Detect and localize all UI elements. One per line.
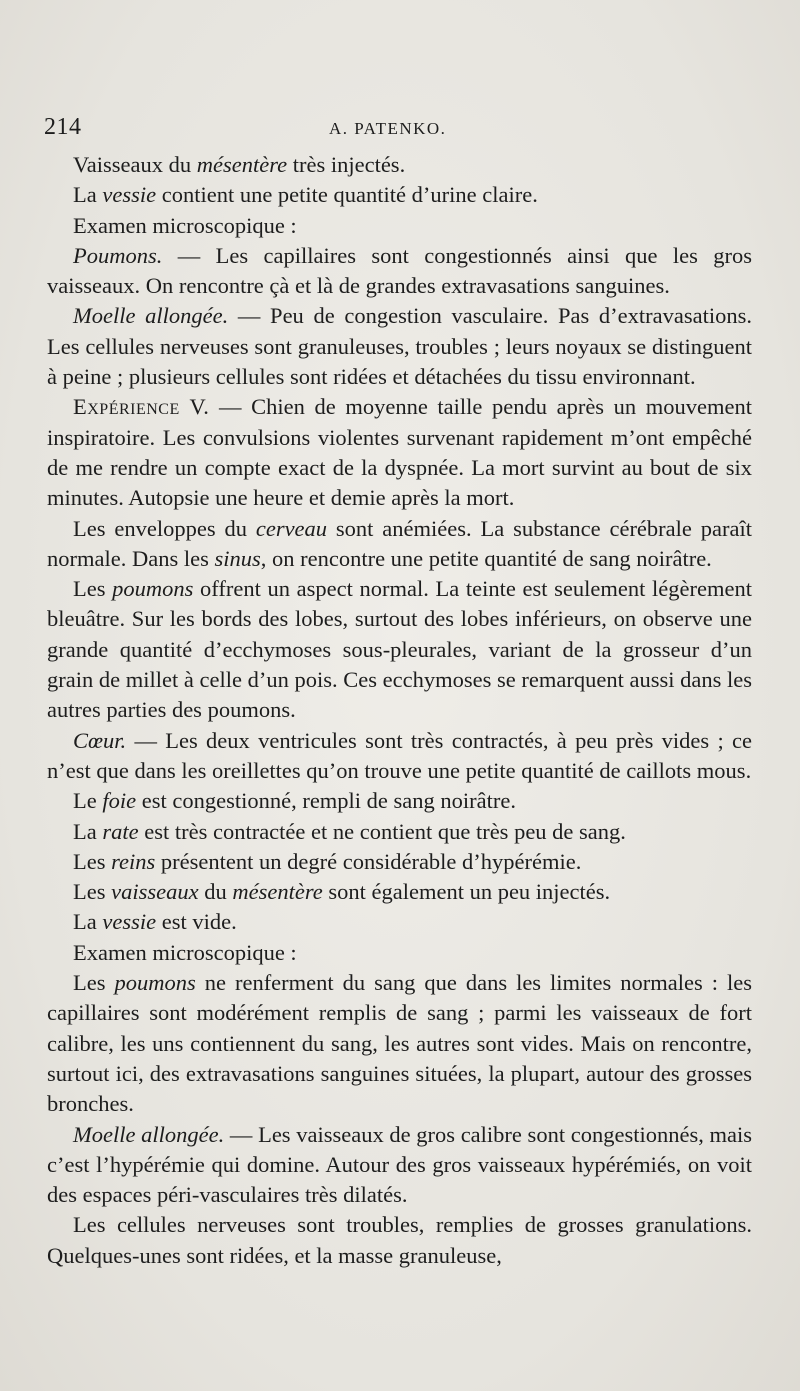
paragraph bbox=[47, 726, 752, 787]
text-run: sont anémiées. La substance cérébrale paraît normale. Dans les bbox=[47, 515, 752, 571]
body-text bbox=[47, 150, 752, 1271]
page-header bbox=[44, 114, 744, 144]
paragraph bbox=[47, 877, 752, 907]
text-run: Les enveloppes du bbox=[73, 515, 256, 541]
paragraph bbox=[47, 847, 752, 877]
text-run: — Peu de congestion vasculaire. Pas d’extravasations. Les cellules nerveuses sont granuleuses, troubles ; leurs noyaux se distinguent à peine ; plusieurs cellules sont ridées et détachées du tissu environnant. bbox=[47, 303, 752, 390]
paragraph bbox=[47, 1120, 752, 1211]
paragraph bbox=[47, 786, 752, 816]
paragraph bbox=[47, 180, 752, 210]
paragraph bbox=[47, 301, 752, 392]
text-run: offrent un aspect normal. La teinte est seulement légèrement bleuâtre. Sur les bords des lobes, surtout des lobes inférieurs, on observe une grande quantité d’ecchymoses sous-pleurales, variant de la grosseur d’un grain de millet à celle d’un pois. Ces ecchymoses se remarquent aussi dans les autres parties des poumons. bbox=[47, 576, 752, 723]
text-run: La bbox=[73, 818, 103, 844]
paragraph bbox=[47, 211, 752, 241]
italic-term: mésentère bbox=[232, 879, 323, 905]
text-run: , on rencontre une petite quantité de sang noirâtre. bbox=[260, 545, 712, 571]
italic-term: Poumons. bbox=[73, 242, 163, 268]
paragraph bbox=[47, 817, 752, 847]
page-number: 214 bbox=[44, 114, 82, 140]
italic-term: Moelle allongée. bbox=[73, 303, 229, 329]
paragraph bbox=[47, 907, 752, 937]
paragraph bbox=[47, 150, 752, 180]
text-run: Les bbox=[73, 576, 113, 602]
text-run: La bbox=[73, 909, 103, 935]
italic-term: poumons bbox=[114, 970, 196, 996]
text-run: très injectés. bbox=[287, 152, 406, 177]
italic-term: rate bbox=[102, 818, 139, 844]
paragraph bbox=[47, 392, 752, 513]
italic-term: mésentère bbox=[196, 152, 288, 177]
text-run: Les cellules nerveuses sont troubles, remplies de grosses granulations. Quelques-unes sont ridées, et la masse granuleuse, bbox=[47, 1212, 752, 1268]
text-run: Les bbox=[73, 970, 115, 996]
text-run: Examen microscopique : bbox=[73, 212, 297, 238]
text-run: ne renferment du sang que dans les limites normales : les capillaires sont modérément remplis de sang ; parmi les vaisseaux de fort calibre, les uns contiennent du sang, les autres sont vides. Mais on rencontre, surtout ici, des extravasations sanguines situées, la plupart, autour des grosses bronches. bbox=[47, 970, 752, 1117]
text-run: — Les deux ventricules sont très contractés, à peu près vides ; ce n’est que dans les oreillettes qu’on trouve une petite quantité de caillots mous. bbox=[47, 727, 752, 783]
text-run: contient une petite quantité d’urine claire. bbox=[156, 182, 538, 208]
text-run: Examen microscopique : bbox=[73, 939, 297, 965]
paragraph bbox=[47, 938, 752, 968]
text-run: — Les capillaires sont congestionnés ainsi que les gros vaisseaux. On rencontre çà et là de grandes extravasations sanguines. bbox=[47, 242, 752, 299]
text-run: Les bbox=[73, 848, 112, 874]
italic-term: Moelle allongée. bbox=[73, 1121, 225, 1147]
italic-term: vaisseaux bbox=[111, 879, 199, 905]
italic-term: poumons bbox=[112, 576, 194, 602]
text-run: Le bbox=[73, 788, 103, 814]
text-run: est congestionné, rempli de sang noirâtre. bbox=[136, 788, 516, 814]
italic-term: cerveau bbox=[255, 515, 328, 541]
paragraph bbox=[47, 241, 752, 302]
text-run: Les bbox=[73, 879, 112, 905]
experiment-heading: Expérience V. bbox=[73, 394, 210, 420]
text-run: Vaisseaux du bbox=[73, 152, 197, 177]
paragraph bbox=[47, 1210, 752, 1271]
running-head: A. PATENKO. bbox=[329, 119, 447, 138]
italic-term: reins bbox=[111, 848, 156, 874]
italic-term: foie bbox=[102, 788, 137, 814]
paragraph bbox=[47, 968, 752, 1119]
text-run: — Les vaisseaux de gros calibre sont congestionnés, mais c’est l’hypérémie qui domine. Autour des gros vaisseaux hypérémiés, on voit des espaces péri-vasculaires très dilatés. bbox=[47, 1121, 752, 1208]
text-run: — Chien de moyenne taille pendu après un mouvement inspiratoire. Les convulsions violentes survenant rapidement m’ont empêché de me rendre un compte exact de la dyspnée. La mort survint au bout de six minutes. Autopsie une heure et demie après la mort. bbox=[47, 394, 752, 511]
text-run: présentent un degré considérable d’hypérémie. bbox=[155, 848, 582, 874]
paragraph bbox=[47, 574, 752, 725]
text-run: La bbox=[73, 182, 103, 208]
italic-term: vessie bbox=[102, 182, 157, 208]
italic-term: sinus bbox=[214, 545, 261, 571]
text-run: sont également un peu injectés. bbox=[322, 879, 611, 905]
italic-term: Cœur. bbox=[73, 727, 127, 753]
text-run: est vide. bbox=[156, 909, 237, 935]
paragraph bbox=[47, 514, 752, 575]
italic-term: vessie bbox=[102, 909, 157, 935]
text-run: du bbox=[198, 879, 233, 905]
text-run: est très contractée et ne contient que très peu de sang. bbox=[138, 818, 626, 844]
